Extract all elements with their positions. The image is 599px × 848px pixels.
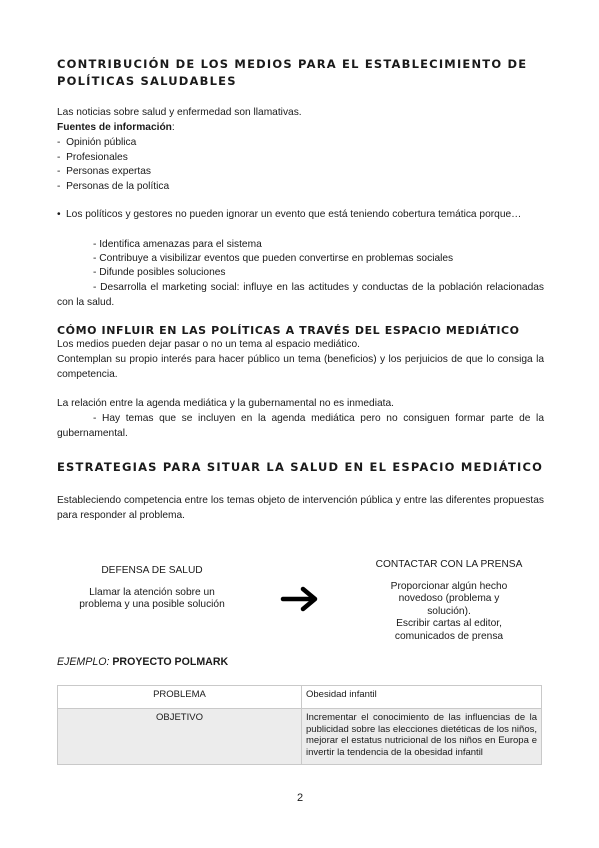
section-heading-media-contribution: CONTRIBUCIÓN DE LOS MEDIOS PARA EL ESTABLECIMIENTO DE POLÍTICAS SALUDABLES [57,57,528,88]
table-row [58,686,542,709]
paragraph: - Hay temas que se incluyen en la agenda mediática pero no consiguen formar parte de la gubernamental. [57,413,544,439]
box-text: Proporcionar algún hecho novedoso (problema y solución). [390,580,508,617]
table-cell-value: Incrementar el conocimiento de las influencias de la publicidad sobre las elecciones dietéticas de los niños, mejorar el estatus nutricional de los niños en Europa e invertir la tendencia de la obesidad infantil [302,709,542,765]
section-heading-strategies: ESTRATEGIAS PARA SITUAR LA SALUD EN EL ESPACIO MEDIÁTICO [57,460,544,474]
press-contact-box [360,559,538,643]
source-item: Profesionales [66,152,128,163]
arrow-right-icon [279,584,321,614]
paragraph: Los medios pueden dejar pasar o no un tema al espacio mediático. [57,339,360,350]
source-item: Opinión pública [66,137,137,148]
box-text: Escribir cartas al editor, comunicados de prensa [394,618,504,642]
example-heading [57,655,357,670]
example-title: PROYECTO POLMARK [112,656,229,668]
bullet-icon: • [57,209,61,220]
table-cell-value: Obesidad infantil [302,686,542,709]
example-table [57,685,542,765]
sources-label: Fuentes de información [57,122,172,133]
list-item: - Personas expertas [57,166,152,177]
health-defense-box [62,565,242,612]
paragraph: La relación entre la agenda mediática y la gubernamental no es inmediata. [57,398,394,409]
source-item: Personas expertas [66,166,152,177]
section-heading-influence: CÓMO INFLUIR EN LAS POLÍTICAS A TRAVÉS DEL ESPACIO MEDIÁTICO [57,324,520,337]
reason-item: - Desarrolla el marketing social: influye en las actitudes y conductas de la población relacionadas con la salud. [57,282,544,308]
reason-item: - Contribuye a visibilizar eventos que pueden convertirse en problemas sociales [93,253,454,264]
page-number: 2 [296,792,304,804]
paragraph: Estableciendo competencia entre los temas objeto de intervención pública y entre las diferentes propuestas para responder al problema. [57,495,544,521]
bullet-paragraph: Los políticos y gestores no pueden ignorar un evento que está teniendo cobertura temática porque… [66,209,522,220]
reason-item: - Identifica amenazas para el sistema [93,239,262,250]
intro-text: Las noticias sobre salud y enfermedad son llamativas. [57,107,302,118]
table-row [58,709,542,765]
list-item: - Profesionales [57,152,128,163]
sources-colon: : [171,122,175,133]
table-cell-label: OBJETIVO [58,709,302,765]
paragraph: Contemplan su propio interés para hacer público un tema (beneficios) y los perjuicios de que lo consiga la competencia. [57,354,544,380]
sources-heading [57,121,547,136]
box-title: CONTACTAR CON LA PRENSA [375,559,523,570]
table-cell-label: PROBLEMA [58,686,302,709]
source-item: Personas de la política [66,181,170,192]
list-item: - Personas de la política [57,181,170,192]
example-label: EJEMPLO: [57,656,110,668]
box-title: DEFENSA DE SALUD [101,565,203,576]
list-item: - Opinión pública [57,137,137,148]
box-text: Llamar la atención sobre un problema y una posible solución [79,586,225,610]
reason-item: - Difunde posibles soluciones [93,267,226,278]
